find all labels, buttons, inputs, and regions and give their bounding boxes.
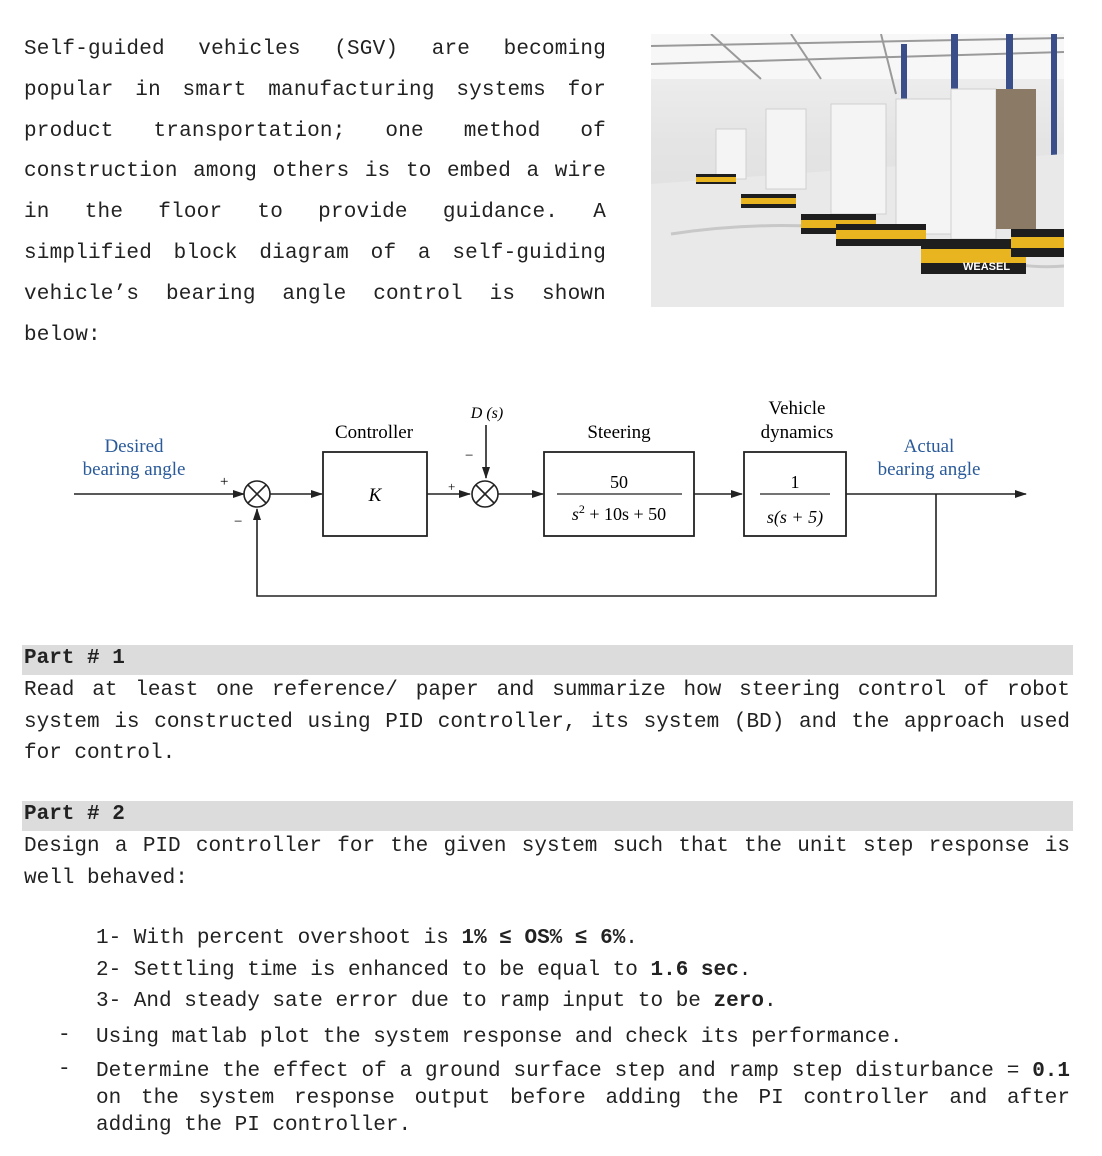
summing-2-plus: + (448, 479, 456, 494)
sgv-photo (651, 34, 1064, 307)
bullet-dash-2: - (58, 1058, 71, 1081)
output-label-bearing: bearing angle (877, 459, 981, 480)
requirement-3: 3- And steady sate error due to ramp input to be zero. (96, 990, 777, 1013)
intro-paragraph: Self-guided vehicles (SGV) are becoming popular in smart manufacturing systems for product transportation; one method of construction among others is to embed a wire in the floor to provide guidance. A simplified block diagram of a self-guiding vehicle’s bearing angle control is shown below: (24, 38, 606, 347)
part1-title: Part # 1 (24, 647, 125, 670)
part2-title: Part # 2 (24, 803, 125, 826)
steering-denominator: $s^2 + 10s + 50$ (571, 502, 667, 524)
controller-gain: K (368, 485, 382, 506)
summing-1-minus: − (234, 514, 243, 530)
part2-header-bar (22, 801, 1073, 831)
summing-junction-1 (244, 481, 270, 507)
brand-label: WEASEL (963, 261, 1011, 273)
summing-junction-2 (472, 481, 498, 507)
sgv-photo-illustration (651, 34, 1064, 307)
output-label-actual: Actual (903, 436, 955, 457)
input-label-bearing: bearing angle (82, 459, 186, 480)
bullet-matlab: Using matlab plot the system response and check its performance. (96, 1026, 903, 1049)
vehicle-numerator: 1 (790, 472, 800, 492)
vehicle-denominator: s(s + 5) (766, 507, 824, 527)
summing-2-minus: − (465, 448, 474, 464)
input-label-desired: Desired (104, 436, 164, 457)
part1-header-bar (22, 645, 1073, 675)
controller-title: Controller (334, 422, 414, 443)
disturbance-label: D (s) (470, 405, 504, 422)
block-diagram (60, 390, 1040, 610)
vehicle-title-2: dynamics (760, 422, 834, 443)
steering-title: Steering (587, 422, 651, 443)
requirement-2: 2- Settling time is enhanced to be equal to 1.6 sec. (96, 959, 752, 982)
steering-numerator: 50 (610, 472, 628, 492)
bullet-disturbance: Determine the effect of a ground surface step and ramp step disturbance = 0.1 on the system response output before adding the PI controller and after adding the PI controller. (96, 1060, 1070, 1137)
vehicle-title-1: Vehicle (768, 398, 826, 419)
requirement-1: 1- With percent overshoot is 1% ≤ OS% ≤ 6%. (96, 927, 638, 950)
part2-text: Design a PID controller for the given system such that the unit step response is well behaved: (24, 835, 1070, 890)
summing-1-plus: + (220, 474, 229, 490)
part1-text: Read at least one reference/ paper and summarize how steering control of robot system is constructed using PID controller, its system (BD) and the approach used for control. (24, 679, 1070, 765)
bullet-dash-1: - (58, 1024, 71, 1047)
